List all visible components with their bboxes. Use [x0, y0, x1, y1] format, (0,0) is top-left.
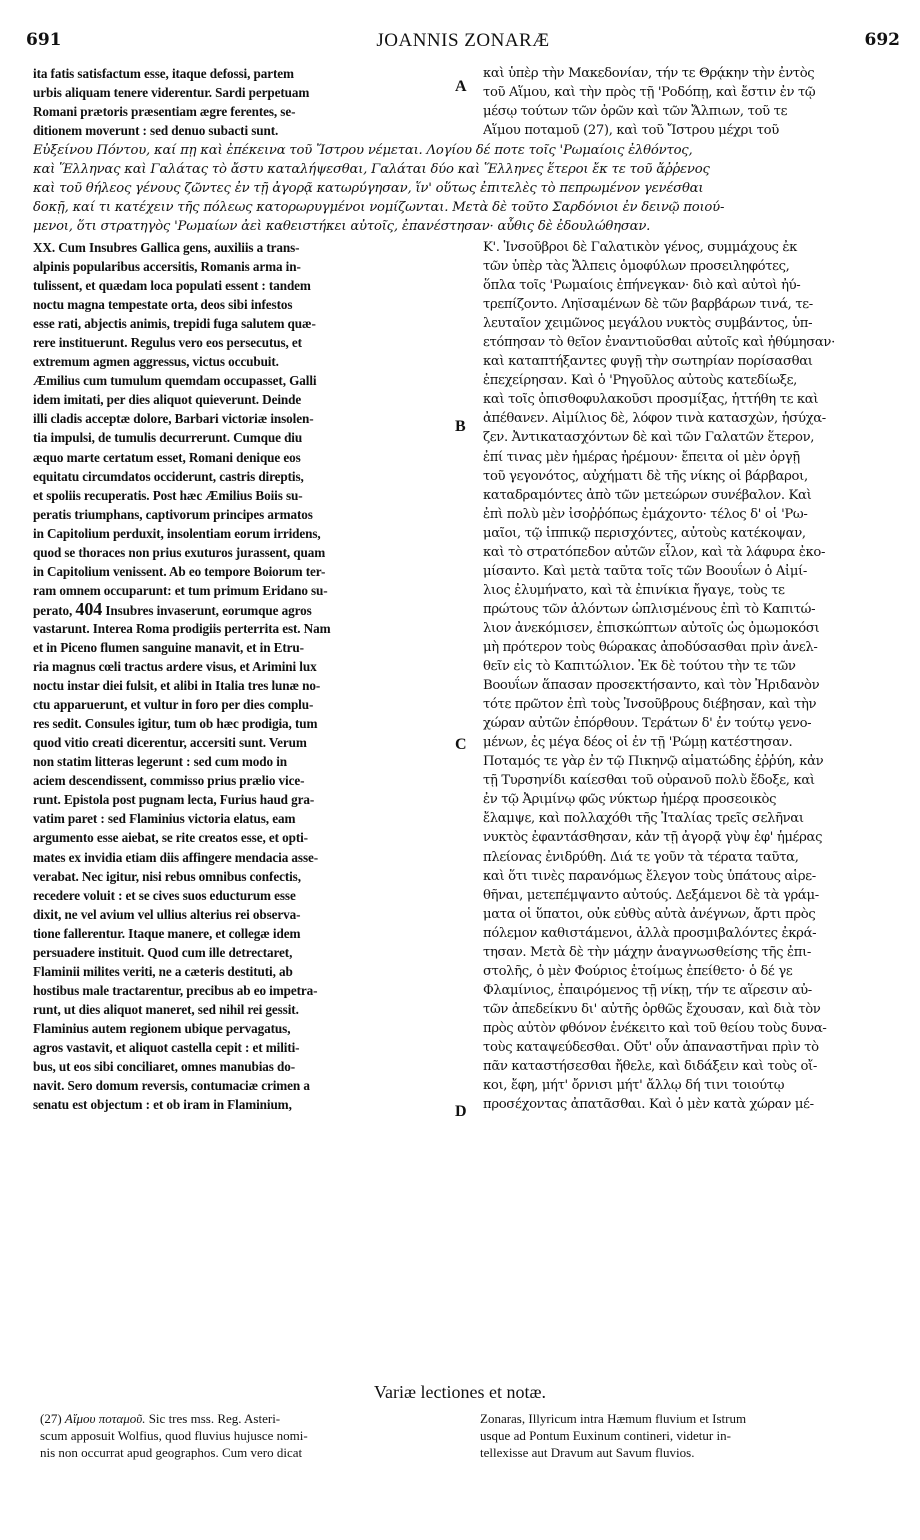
- latin-text-line: et in Piceno flumen sanguine manavit, et in Etru-: [33, 639, 304, 655]
- greek-text-line: καὶ τοῦ θήλεος γένους ζῶντες ἐν τῇ ἀγορᾷ κατωρύγησαν, ἵν' οὕτως ἐπιτελὲς τὸ πεπρωμένον γενέσθαι: [33, 181, 704, 197]
- note-line: usque ad Pontum Euxinum contineri, videtur in-: [480, 1428, 731, 1443]
- latin-text-line: argumento esse aiebat, se rite creatos esse, et opti-: [33, 830, 308, 846]
- greek-text-line: τῇ Τυρσηνίδι καίεσθαι τοῦ οὐρανοῦ πολὺ ἔδοξε, καὶ: [483, 773, 815, 789]
- greek-text-line: τοῦ γεγονότος, αὐχήματι δὲ τῆς νίκης οἱ βάρβαροι,: [483, 468, 808, 484]
- note-reference: (27): [40, 1411, 65, 1426]
- greek-text-line: πρὸς αὐτὸν φθόνον ἐνέκειτο καὶ τοῦ θείου τοὺς δυνα-: [483, 1020, 827, 1036]
- note-line: tellexisse aut Dravum aut Savum fluvios.: [480, 1445, 695, 1460]
- running-title: JOANNIS ZONARÆ: [376, 30, 550, 51]
- greek-text-line: λιον ἀνεκόμισεν, ἐπισκώπτων αὐτοῖς ὡς ὀμωμοκόσι: [483, 620, 820, 636]
- greek-text-line: θῆναι, μετεπέμψαντο αὐτούς. Δεξάμενοι δὲ τὰ γράμ-: [483, 887, 819, 903]
- latin-text-line: navit. Sero domum reversis, contumaciæ crimen a: [33, 1078, 310, 1094]
- greek-text-line: τῶν ἀπεδείκνυ δι' αὐτῆς ὀρθῶς ἔχουσαν, καὶ διὰ τὸν: [483, 1001, 821, 1017]
- greek-text-line: καὶ τὸ στρατόπεδον αὐτῶν εἷλον, καὶ τὰ λάφυρα ἐκο-: [483, 544, 826, 560]
- latin-text-line: et spoliis recuperatis. Post hæc Æmilius Boiis su-: [33, 487, 303, 503]
- notes-heading: Variæ lectiones et notæ.: [374, 1382, 546, 1402]
- greek-text-line: πρώτους τῶν ἁλόντων ὡπλισμένους ἐπὶ τὸ Καπιτώ-: [483, 601, 816, 617]
- latin-text-line: ita fatis satisfactum esse, itaque defossi, partem: [33, 66, 294, 81]
- greek-text-line: νυκτὸς ἐφαντάσθησαν, κἀν τῇ ἀγορᾷ γὺψ ἐφ' ἡμέρας: [483, 830, 823, 846]
- greek-text-line: πᾶν καταστήσεσθαι ἤθελε, καὶ διδάξειν καὶ τοὺς οἴ-: [483, 1059, 817, 1075]
- greek-text-line: πόλεμον καθιστάμενοι, ἀλλὰ προσμιβαλόντες ἐκρά-: [483, 925, 817, 941]
- note-text: nis non occurrat apud geographos. Cum vero dicat: [40, 1445, 303, 1460]
- greek-text-line: Αἵμου ποταμοῦ (27), καὶ τοῦ Ἴστρου μέχρι τοῦ: [483, 123, 779, 139]
- margin-mark-a: A: [455, 78, 467, 95]
- greek-text-line: πλείονας ἐνιδρύθη. Διά τε γοῦν τὰ τέρατα ταῦτα,: [483, 849, 799, 865]
- latin-text-line: ram omnem occuparunt: et tum primum Eridano su-: [33, 582, 328, 598]
- greek-text-line: Φλαμίνιος, ἐπαιρόμενος τῇ νίκῃ, τήν τε αἵρεσιν αὐ-: [483, 982, 812, 998]
- latin-text-line: in Capitolium perduxit, insolentiam eorum irridens,: [33, 525, 321, 541]
- latin-text-line: senatu est objectum : et ob iram in Flaminium,: [33, 1097, 292, 1113]
- latin-text-line: non statim litteras legerunt : sed cum modo in: [33, 754, 288, 770]
- greek-text-line: ματα οἱ ὕπατοι, οὐκ εὐθὺς αὐτὰ ἀνέγνων, ἄρτι πρὸς: [483, 906, 816, 922]
- margin-mark-d: D: [455, 1103, 467, 1120]
- latin-text-line: quod vitio creati dicerentur, accersiti sunt. Verum: [33, 735, 307, 751]
- latin-text-line: tulissent, et quædam loca populati essent : tandem: [33, 278, 311, 294]
- left-page-number: 691: [26, 30, 62, 50]
- latin-text-line: urbis aliquam tenere viderentur. Sardi perpetuam: [33, 85, 310, 101]
- latin-text-line: verabat. Nec igitur, nisi rebus omnibus confectis,: [33, 868, 301, 884]
- latin-text-line: recedere voluit : et se cives suos educturum esse: [33, 887, 296, 903]
- greek-text-line: ἐπί τινας μὲν ἡμέρας ἠρέμουν· ἔπειτα οἱ μὲν ὀργῇ: [483, 449, 800, 465]
- margin-mark-c: C: [455, 736, 467, 753]
- latin-text-line: runt. Epistola post pugnam lecta, Furius haud gra-: [33, 792, 315, 808]
- greek-text-line: Βοουΐων ἅπασαν προσεκτήσαντο, καὶ τὸν Ἠριδανὸν: [483, 678, 820, 694]
- greek-text-line: τοῦ Αἵμου, καὶ τὴν πρὸς τῇ 'Ροδόπῃ, καὶ ἔστιν ἐν τῷ: [483, 85, 816, 101]
- greek-text-line: ἐν τῷ Ἀριμίνῳ φῶς νύκτωρ ἡμέρᾳ προσεοικὸς: [483, 792, 777, 808]
- greek-text-line: μαῖοι, τῷ ἱππικῷ περισχόντες, αὐτοὺς κατέκοψαν,: [483, 525, 806, 541]
- greek-text-line: Κ'. Ἰνσοῦβροι δὲ Γαλατικὸν γένος, συμμάχους ἐκ: [483, 240, 798, 255]
- greek-text-line: καὶ τοῖς ὀπισθοφυλακοῦσι προσμίξας, ἡττήθη τε καὶ: [483, 392, 819, 408]
- latin-text-line: res sedit. Consules igitur, tum ob hæc prodigia, tum: [33, 716, 318, 732]
- note-lemma: Αἵμου ποταμοῦ.: [64, 1411, 146, 1426]
- note-text: scum apposuit Wolfius, quod fluvius hujusce nomi-: [40, 1428, 308, 1443]
- latin-text-line: bus, ut eos sibi conciliaret, omnes manubias do-: [33, 1059, 296, 1075]
- latin-text-line: vatim paret : sed Flaminius victoria elatus, eam: [33, 811, 296, 827]
- latin-text-line: noctu instar diei fulsit, et alibi in Italia tres lunæ no-: [33, 678, 321, 694]
- latin-text-line: Flaminii milites veriti, ne a cæteris destituti, ab: [33, 963, 293, 979]
- greek-text-line: χώραν αὐτῶν ἐπόρθουν. Τεράτων δ' ἐν τούτῳ γενο-: [483, 716, 812, 732]
- greek-text-line: ὅπλα τοῖς 'Ρωμαίοις ἐπήνεγκαν· διὸ καὶ αὐτοὶ ἠύ-: [483, 278, 801, 294]
- greek-text-line: δοκῇ, καί τι κατέχειν τῆς πόλεως κατορωρυγμένοι νομίζωνται. Μετὰ δὲ τοῦτο Σαρδόνιοι ἐν δεινῷ ποιού-: [33, 200, 725, 216]
- greek-text-line: ἐπεχείρησαν. Καὶ ὁ 'Ρηγοῦλος αὐτοὺς κατεδίωξε,: [483, 373, 797, 389]
- column-number-marker: 404: [75, 599, 103, 619]
- greek-text-line: καὶ καταπτήξαντες φυγῇ τὴν σωτηρίαν πορίσασθαι: [483, 354, 813, 370]
- greek-text-line: μέσῳ τούτων τῶν ὀρῶν καὶ τῶν Ἄλπιων, τοῦ τε: [483, 104, 788, 120]
- greek-text-line: ἔλαμψε, καὶ πολλαχόθι τῆς Ἰταλίας τρεῖς σελῆναι: [483, 811, 804, 827]
- greek-text-line: μίσαντο. Καὶ μετὰ ταῦτα τοῖς τῶν Βοουΐων ὁ Αἰμί-: [483, 563, 807, 579]
- note-line: [40, 1410, 460, 1427]
- greek-text-line: τρεπίζοντο. Ληϊσαμένων δὲ τῶν βαρβάρων τινά, τε-: [483, 297, 813, 313]
- margin-mark-b: B: [455, 418, 466, 435]
- latin-top-column: [33, 64, 451, 140]
- greek-text-line: μενοι, ὅτι στρατηγὸς 'Ρωμαίων ἀεὶ καθειστήκει αὐτοῖς, ἐπανέστησαν· αὖθις δὲ ἐδουλώθησαν.: [33, 219, 651, 235]
- latin-text-line: ria magnus cœli tractus ardere visus, et Arimini lux: [33, 659, 317, 675]
- greek-text-line: προσέχοντας ἀπατᾶσθαι. Καὶ ὁ μὲν κατὰ χώραν μέ-: [483, 1097, 814, 1113]
- latin-text-line: illi cladis acceptæ dolore, Barbari victoriæ insolen-: [33, 411, 314, 427]
- latin-text-line: quod se thoraces non prius exuturos jurassent, quam: [33, 544, 326, 560]
- latin-text-line: extremum agmen aggressus, victus occubuit.: [33, 354, 279, 370]
- greek-text-line: ετόπησαν τὸ θεῖον ἐναντιοῦσθαι αὐτοῖς καὶ ἠθύμησαν·: [483, 335, 835, 351]
- greek-text-line: Εὐξείνου Πόντου, καί πῃ καὶ ἐπέκεινα τοῦ Ἴστρου νέμεται. Λογίου δέ ποτε τοῖς 'Ρωμαίοις ἐλθόντος,: [33, 143, 693, 158]
- greek-text-line: καὶ Ἕλληνας καὶ Γαλάτας τὸ ἄστυ καταλήψεσθαι, Γαλάται δύο καὶ Ἕλληνες ἕτεροι ἔκ τε τοῦ ἄῤῥενος: [33, 162, 710, 178]
- greek-text-line: Ποταμός τε γὰρ ἐν τῷ Πικηνῷ αἱματώδης ἐῤῥύη, κἀν: [483, 754, 824, 770]
- latin-text-line: tione fallerentur. Itaque manere, et collegæ idem: [33, 925, 301, 941]
- running-header: [26, 30, 900, 54]
- latin-text-line: esse rati, abjectis animis, trepidi fuga salutem quæ-: [33, 316, 316, 332]
- greek-text-line: ἀπέθανεν. Αἰμίλιος δὲ, λόφον τινὰ κατασχὼν, ἡσύχα-: [483, 411, 826, 427]
- notes-left-column: [40, 1410, 460, 1461]
- greek-main-column: [483, 238, 896, 1114]
- latin-text-line: vastarunt. Interea Roma prodigiis perterrita est. Nam: [33, 620, 331, 636]
- greek-text-line: καὶ ὑπὲρ τὴν Μακεδονίαν, τήν τε Θρᾴκην τὴν ἐντὸς: [483, 66, 815, 81]
- note-line: Zonaras, Illyricum intra Hæmum fluvium et Istrum: [480, 1411, 747, 1426]
- latin-text-line: peratis triumphans, captivorum principes armatos: [33, 506, 313, 522]
- note-line: [40, 1444, 460, 1461]
- latin-text-line: Romani prætoris præsentiam ægre ferentes, se-: [33, 104, 296, 120]
- greek-text-line: στολῆς, ὁ μὲν Φούριος ἑτοίμως ἐπείθετο· ὁ δέ γε: [483, 963, 793, 979]
- note-text: Sic tres mss. Reg. Asteri-: [145, 1411, 281, 1426]
- latin-text-line: mates ex invidia etiam diis affingere mendacia asse-: [33, 849, 319, 865]
- latin-text-line: idem imitati, per dies aliquot quieverunt. Deinde: [33, 392, 302, 408]
- latin-text-line: equitatu circumdatos occiderunt, castris direptis,: [33, 468, 304, 484]
- latin-text-line: XX. Cum Insubres Gallica gens, auxiliis a trans-: [33, 240, 300, 255]
- latin-text-line: persuadere instituit. Quod cum ille detrectaret,: [33, 944, 293, 960]
- greek-text-line: μὴ πρότερον τοὺς θώρακας ἀποδύσασθαι πρὶν ἀνελ-: [483, 639, 818, 655]
- greek-text-line: καὶ ὅτι τινὲς παρανόμως ἔλεγον τοὺς ὑπάτους αἱρε-: [483, 868, 816, 884]
- greek-text-line: λευταῖον χειμῶνος μεγάλου νυκτὸς συμβάντος, ὑπ-: [483, 316, 813, 332]
- greek-text-line: τησαν. Μετὰ δὲ τὴν μάχην ἀναγνωσθείσης τῆς ἐπι-: [483, 944, 812, 960]
- latin-text-line: perato, 404 Insubres invaserunt, eorumque agros: [33, 599, 312, 619]
- latin-text-line: aciem descendissent, commisso prius prælio vice-: [33, 773, 305, 789]
- latin-text-line: æquo marte certatum esset, Romani denique eos: [33, 449, 301, 465]
- greek-text-line: καταδραμόντες ἀπὸ τῶν μετεώρων συνέβαλον. Καὶ: [483, 487, 812, 503]
- greek-text-line: τῶν ὑπὲρ τὰς Ἄλπεις ὁμοφύλων προσειληφότες,: [483, 259, 790, 275]
- latin-text-line: ditionem moverunt : sed denuo subacti sunt.: [33, 123, 279, 139]
- greek-text-line: ἐπὶ πολὺ μὲν ἰσοῤῥόπως ἐμάχοντο· τέλος δ' οἱ 'Ρω-: [483, 506, 808, 522]
- latin-text-line: Flaminius autem regionem ubique pervagatus,: [33, 1020, 291, 1036]
- greek-full-width-block: [33, 141, 896, 236]
- greek-text-line: λιος ἐλυμήνατο, καὶ τὰ ἐπινίκια ἤγαγε, τοὺς τε: [483, 582, 785, 598]
- latin-main-column: [33, 238, 451, 1114]
- right-page-number: 692: [864, 30, 900, 50]
- latin-text-line: tia impulsi, de tumulis decurrerunt. Cumque diu: [33, 430, 303, 446]
- greek-text-line: τότε πρῶτον ἐπὶ τοὺς Ἰνσοῦβρους διέβησαν, καὶ τὴν: [483, 697, 817, 713]
- note-line: [40, 1427, 460, 1444]
- greek-text-line: τοὺς καταψεύδεσθαι. Οὔτ' οὖν ἀπαναστῆναι πρὶν τὸ: [483, 1039, 819, 1055]
- latin-text-line: dixit, ne vel avium vel ullius alterius rei observa-: [33, 906, 301, 922]
- latin-text-line: Æmilius cum tumulum quemdam occupasset, Galli: [33, 373, 317, 389]
- latin-text-line: ctu apparuerunt, et vultur in foro per dies complu-: [33, 697, 314, 713]
- latin-text-line: runt, ut dies aliquot maneret, sed nihil rei gessit.: [33, 1001, 299, 1017]
- greek-text-line: θεῖν εἰς τὸ Καπιτώλιον. Ἐκ δὲ τούτου τὴν τε τῶν: [483, 659, 796, 675]
- latin-text-line: noctu magna tempestate orta, deos sibi infestos: [33, 297, 293, 313]
- latin-text-line: in Capitolium venissent. Ab eo tempore Boiorum ter-: [33, 563, 326, 579]
- notes-right-column: [480, 1410, 896, 1461]
- latin-text-line: agros vastavit, et aliquot castella cepit : et militi-: [33, 1039, 300, 1055]
- greek-text-line: μένων, ἐς μέγα δέος οἱ ἐν τῇ 'Ρώμῃ κατέστησαν.: [483, 735, 793, 751]
- latin-text-line: hostibus male tractarentur, precibus ab eo impetra-: [33, 982, 318, 998]
- latin-text-line: rere instituerunt. Regulus vero eos persecutus, et: [33, 335, 302, 351]
- greek-text-line: κοι, ἔφη, μήτ' ὄρνισι μήτ' ἄλλῳ δή τινι τοιούτῳ: [483, 1078, 785, 1094]
- latin-text-line: alpinis popularibus accersitis, Romanis arma in-: [33, 259, 301, 275]
- greek-top-column: [483, 64, 896, 140]
- greek-text-line: ζεν. Ἀντικατασχόντων δὲ καὶ τῶν Γαλατῶν ἕτερον,: [483, 430, 815, 446]
